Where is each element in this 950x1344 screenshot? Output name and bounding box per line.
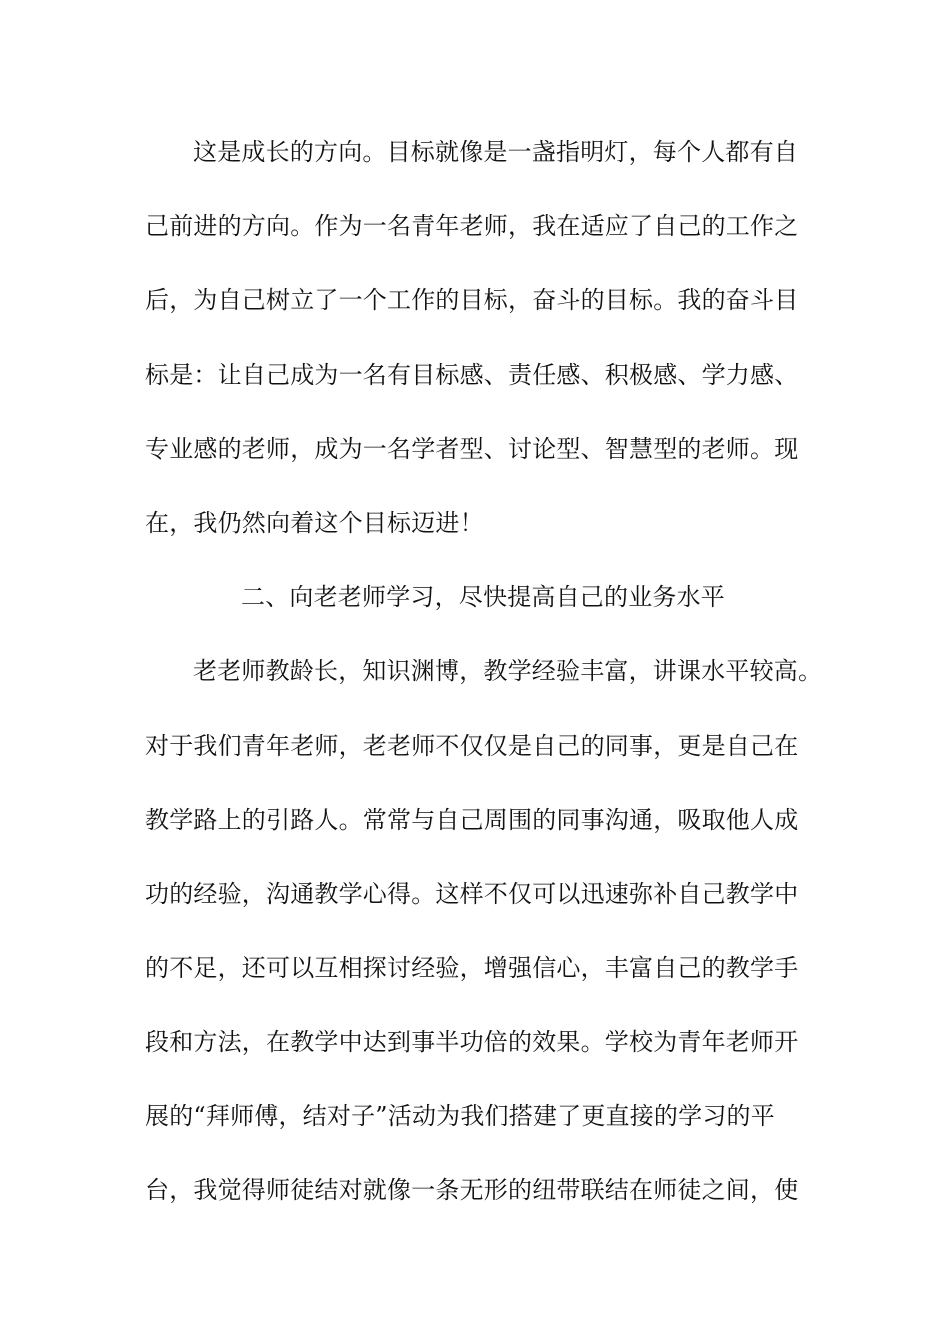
text-line: 己前进的方向。作为一名青年老师，我在适应了自己的工作之 xyxy=(145,212,799,240)
text-line: 的不足，还可以互相探讨经验，增强信心，丰富自己的教学手 xyxy=(145,954,799,982)
text-line: 教学路上的引路人。常常与自己周围的同事沟通，吸取他人成 xyxy=(145,806,799,834)
text-line: 段和方法，在教学中达到事半功倍的效果。学校为青年老师开 xyxy=(145,1028,799,1056)
text-line: 对于我们青年老师，老老师不仅仅是自己的同事，更是自己在 xyxy=(145,732,799,760)
text-line: 标是：让自己成为一名有目标感、责任感、积极感、学力感、 xyxy=(145,361,799,389)
section-heading: 二、向老老师学习，尽快提高自己的业务水平 xyxy=(241,583,725,611)
text-line: 老老师教龄长，知识渊博，教学经验丰富，讲课水平较高。 xyxy=(193,657,823,685)
text-line: 功的经验，沟通教学心得。这样不仅可以迅速弥补自己教学中 xyxy=(145,880,799,908)
text-line: 这是成长的方向。目标就像是一盏指明灯，每个人都有自 xyxy=(193,138,798,166)
text-line: 专业感的老师，成为一名学者型、讨论型、智慧型的老师。现 xyxy=(145,435,799,463)
text-line: 展的“拜师傅，结对子”活动为我们搭建了更直接的学习的平 xyxy=(145,1102,775,1130)
text-line: 后，为自己树立了一个工作的目标，奋斗的目标。我的奋斗目 xyxy=(145,286,799,314)
text-line: 台，我觉得师徒结对就像一条无形的纽带联结在师徒之间，使 xyxy=(145,1176,799,1204)
text-line: 在，我仍然向着这个目标迈进！ xyxy=(145,509,484,537)
